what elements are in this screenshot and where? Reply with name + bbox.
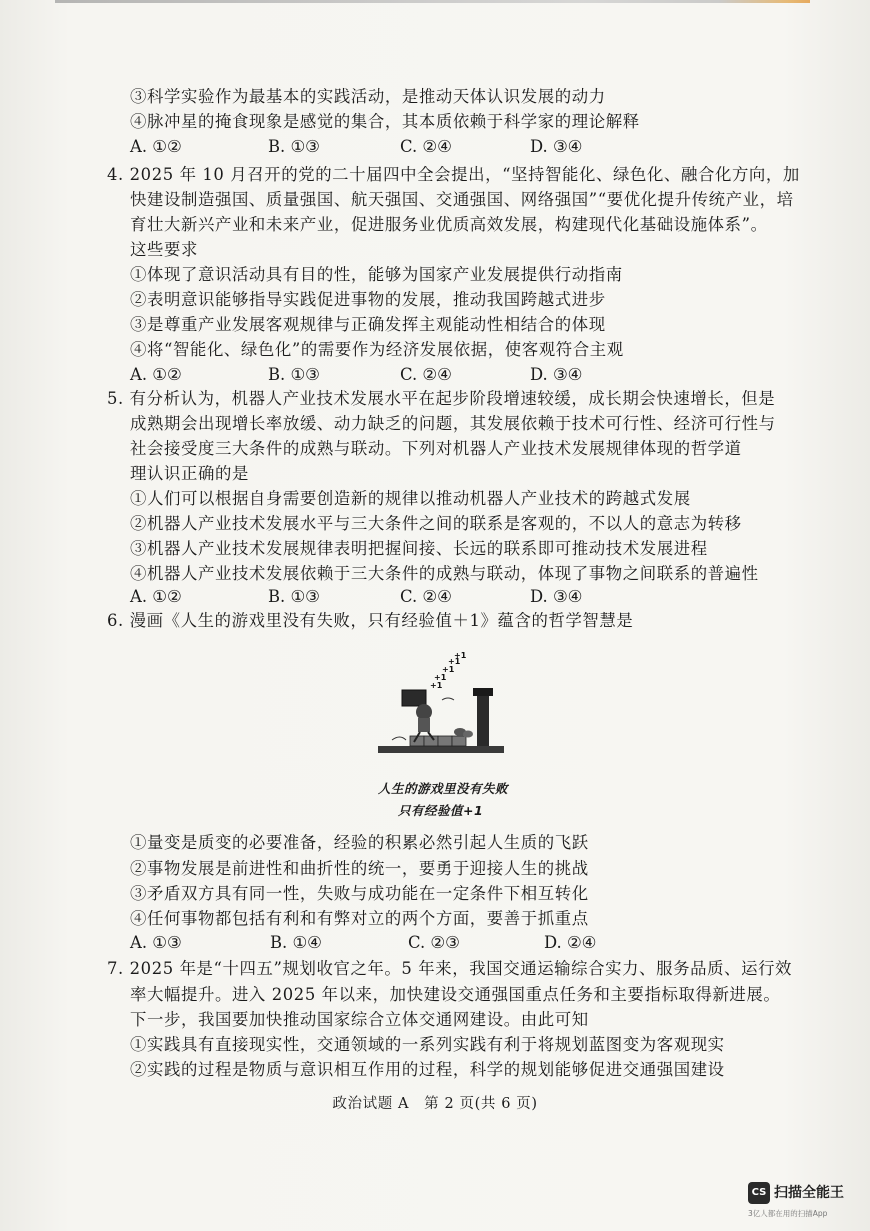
choice-d: D. ③④: [530, 137, 583, 156]
q7-stem-line-1: 7. 2025 年是“十四五”规划收官之年。5 年来，我国交通运输综合实力、服务品质、运行效: [107, 959, 793, 978]
choice-a: A. ①③: [130, 933, 182, 952]
q5-stem-line-4: 理认识正确的是: [130, 464, 249, 483]
q6-option-4: ④任何事物都包括有利和有弊对立的两个方面，要善于抓重点: [130, 909, 589, 928]
cartoon-illustration: [372, 650, 510, 762]
choice-c: C. ②④: [400, 137, 452, 156]
q4-stem-line-3: 育壮大新兴产业和未来产业，促进服务业优质高效发展，构建现代化基础设施体系”。: [130, 215, 768, 234]
svg-text:+1: +1: [442, 665, 455, 674]
cartoon-caption-1: 人生的游戏里没有失败: [378, 781, 509, 796]
q4-stem-line-4: 这些要求: [130, 240, 198, 259]
q5-stem-line-3: 社会接受度三大条件的成熟与联动。下列对机器人产业技术发展规律体现的哲学道: [130, 439, 742, 458]
scan-edge-bar: [55, 0, 810, 3]
svg-text:+1: +1: [434, 673, 447, 682]
q5-stem-line-1: 5. 有分析认为，机器人产业技术发展水平在起步阶段增速较缓，成长期会快速增长，但是: [107, 389, 776, 408]
q5-option-1: ①人们可以根据自身需要创造新的规律以推动机器人产业技术的跨越式发展: [130, 489, 691, 508]
choice-b: B. ①③: [268, 365, 320, 384]
svg-text:+1: +1: [430, 681, 443, 690]
q4-option-3: ③是尊重产业发展客观规律与正确发挥主观能动性相结合的体现: [130, 315, 606, 334]
choice-c: C. ②④: [400, 365, 452, 384]
q6-stem: 6. 漫画《人生的游戏里没有失败，只有经验值＋1》蕴含的哲学智慧是: [107, 611, 634, 630]
choice-a: A. ①②: [130, 587, 182, 606]
scanner-watermark: [748, 1180, 858, 1220]
q4-option-4: ④将“智能化、绿色化”的需要作为经济发展依据，使客观符合主观: [130, 340, 624, 359]
q6-option-2: ②事物发展是前进性和曲折性的统一，要勇于迎接人生的挑战: [130, 859, 589, 878]
q7-option-2: ②实践的过程是物质与意识相互作用的过程，科学的规划能够促进交通强国建设: [130, 1060, 725, 1079]
choice-d: D. ③④: [530, 587, 583, 606]
choice-d: D. ③④: [530, 365, 583, 384]
q4-stem-line-2: 快建设制造强国、质量强国、航天强国、交通强国、网络强国”“要优化提升传统产业，培: [130, 190, 794, 209]
q6-option-1: ①量变是质变的必要准备，经验的积累必然引起人生质的飞跃: [130, 833, 589, 852]
choice-b: B. ①③: [268, 587, 320, 606]
q7-stem-line-2: 率大幅提升。进入 2025 年以来，加快建设交通强国重点任务和主要指标取得新进展。: [130, 985, 781, 1004]
q5-option-4: ④机器人产业技术发展依赖于三大条件的成熟与联动，体现了事物之间联系的普遍性: [130, 564, 759, 583]
q7-stem-line-3: 下一步，我国要加快推动国家综合立体交通网建设。由此可知: [130, 1010, 589, 1029]
cartoon-caption-2: 只有经验值+1: [398, 803, 484, 818]
q5-option-2: ②机器人产业技术发展水平与三大条件之间的联系是客观的，不以人的意志为转移: [130, 514, 742, 533]
q7-option-1: ①实践具有直接现实性，交通领域的一系列实践有利于将规划蓝图变为客观现实: [130, 1035, 725, 1054]
q4-option-2: ②表明意识能够指导实践促进事物的发展，推动我国跨越式进步: [130, 290, 606, 309]
q3-option-4: ④脉冲星的掩食现象是感觉的集合，其本质依赖于科学家的理论解释: [130, 112, 640, 131]
q5-stem-line-2: 成熟期会出现增长率放缓、动力缺乏的问题，其发展依赖于技术可行性、经济可行性与: [130, 414, 776, 433]
q4-stem-line-1: 4. 2025 年 10 月召开的党的二十届四中全会提出，“坚持智能化、绿色化、融合化方向，加: [107, 165, 800, 184]
choice-a: A. ①②: [130, 137, 182, 156]
choice-b: B. ①③: [268, 137, 320, 156]
choice-a: A. ①②: [130, 365, 182, 384]
scanner-tagline: 3亿人都在用的扫描App: [748, 1209, 828, 1218]
page-footer: 政治试题 A 第 2 页(共 6 页): [332, 1096, 538, 1112]
choice-d: D. ②④: [544, 933, 597, 952]
q6-option-3: ③矛盾双方具有同一性，失败与成功能在一定条件下相互转化: [130, 884, 589, 903]
q4-option-1: ①体现了意识活动具有目的性，能够为国家产业发展提供行动指南: [130, 265, 623, 284]
q5-option-3: ③机器人产业技术发展规律表明把握间接、长远的联系即可推动技术发展进程: [130, 539, 708, 558]
choice-c: C. ②③: [408, 933, 460, 952]
svg-text:+1: +1: [454, 651, 467, 660]
scanner-app-name: 扫描全能王: [774, 1185, 844, 1201]
choice-b: B. ①④: [270, 933, 322, 952]
choice-c: C. ②④: [400, 587, 452, 606]
svg-text:+1: +1: [448, 657, 461, 666]
scanner-logo-icon: CS: [748, 1182, 770, 1204]
q3-option-3: ③科学实验作为最基本的实践活动，是推动天体认识发展的动力: [130, 87, 606, 106]
